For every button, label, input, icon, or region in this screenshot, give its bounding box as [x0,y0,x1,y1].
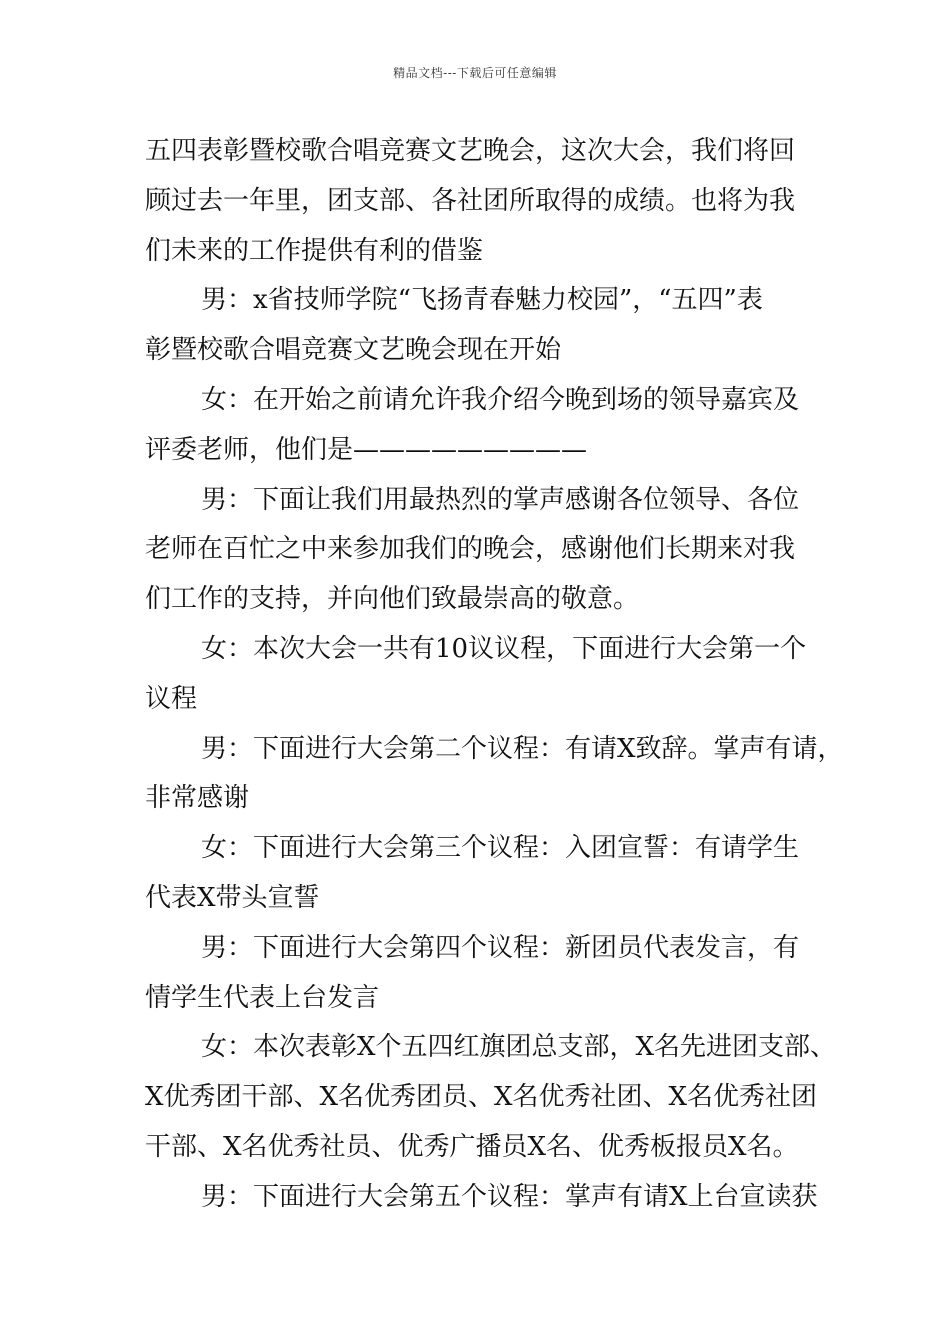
text-line: 们工作的支持，并向他们致最崇高的敬意。 [145,584,640,615]
paragraph [145,476,835,625]
text-line: 五四表彰暨校歌合唱竞赛文艺晚会，这次大会，我们将回 [145,136,796,166]
text-line: 女：本次表彰X个五四红旗团总支部，X名先进团支部、 [201,1032,837,1063]
paragraph [145,824,835,924]
text-line: 代表X带头宣誓 [145,882,320,913]
paragraph [145,1023,835,1172]
text-line: 情学生代表上台发言 [145,982,380,1013]
text-line: 男：x省技师学院“飞扬青春魅力校园”，“五四”表 [201,285,763,316]
text-line: 非常感谢 [145,783,250,814]
text-line: 女：本次大会一共有10议议程，下面进行大会第一个 [201,633,807,664]
text-line: 女：下面进行大会第三个议程：入团宣誓：有请学生 [201,833,800,864]
paragraph [145,376,835,476]
text-line: 彰暨校歌合唱竞赛文艺晚会现在开始 [145,335,562,366]
paragraph [145,924,835,1024]
text-line: 男：下面让我们用最热烈的掌声感谢各位领导、各位 [201,484,800,515]
text-line: 男：下面进行大会第四个议程：新团员代表发言，有 [201,932,800,963]
text-line: 女：在开始之前请允许我介绍今晚到场的领导嘉宾及 [201,384,800,415]
paragraph [145,625,835,725]
text-line: 男：下面进行大会第五个议程：掌声有请X上台宣读获 [201,1181,818,1212]
paragraph [145,725,844,825]
document-body [145,127,844,1223]
text-line: 干部、X名优秀社员、优秀广播员X名、优秀板报员X名。 [145,1131,799,1162]
text-line: 老师在百忙之中来参加我们的晚会，感谢他们长期来对我 [145,534,796,565]
page-header: 精品文档---下载后可任意编辑 [393,66,557,80]
text-line: 评委老师，他们是————————— [145,434,588,465]
paragraph [145,127,835,276]
text-line: X优秀团干部、X名优秀团员、X名优秀社团、X名优秀社团 [145,1082,818,1113]
paragraph [145,276,835,376]
paragraph [145,1173,835,1223]
text-line: 男：下面进行大会第二个议程：有请X致辞。掌声有请， [201,733,844,764]
text-line: 顾过去一年里，团支部、各社团所取得的成绩。也将为我 [145,185,796,216]
text-line: 议程 [145,683,198,714]
text-line: 们未来的工作提供有利的借鉴 [145,235,484,266]
